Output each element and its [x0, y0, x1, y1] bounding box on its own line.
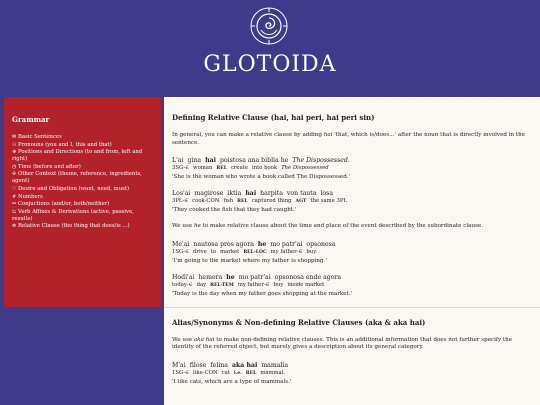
example-sentence	[172, 190, 532, 214]
alias-paragraph: We use aka hai to make non-defining relative clauses. This is an additional information that does not further specify the identity of the referred object, but merely gives a description about its general category.	[172, 336, 513, 350]
sparkle-icon: ✢	[12, 171, 17, 178]
example-word: The Dispossessed.	[292, 157, 350, 164]
sidebar-item-label: Positions and Directions (to and from, left and right)	[12, 149, 143, 163]
sidebar-item[interactable]	[12, 209, 155, 223]
example-word: iktia	[227, 190, 242, 197]
gloss-word: REL	[245, 370, 257, 376]
example-translation: 'I like cats, which are a type of mammals.'	[172, 378, 292, 385]
gloss-word: today-∈	[172, 281, 193, 288]
gloss-word: mammal.	[260, 369, 286, 376]
example-word: he	[226, 273, 235, 281]
sidebar-list	[12, 134, 155, 230]
gloss-word: fish	[223, 198, 234, 204]
gloss-word: 3PL-∈	[172, 198, 189, 204]
sidebar-item-label: Time (before and after)	[18, 163, 81, 170]
sidebar-item-label: Pronouns (you and I, this and that)	[18, 141, 112, 148]
sidebar-heading: Grammar	[12, 115, 50, 124]
section-title-defining: Defining Relative Clause (hai, hai peri, hai peri sin)	[172, 113, 375, 122]
example-word: opsonosa	[306, 240, 336, 248]
people-icon: ⚇	[12, 141, 17, 148]
example-sentence	[172, 362, 532, 386]
example-word: Hodi'ai	[172, 273, 195, 281]
gloss-word: my father-∈	[270, 248, 303, 255]
example-translation: 'Today is the day when my father goes shopping at the market.'	[172, 290, 353, 297]
gloss-word: REL-TEM	[210, 282, 234, 288]
gloss-word: 1SG-∈	[172, 369, 190, 376]
example-word: hai	[205, 157, 216, 164]
example-word: nautosa pros agora	[193, 240, 254, 248]
main-content	[164, 97, 540, 405]
clock-icon: ◷	[12, 163, 17, 170]
sidebar-item[interactable]	[12, 194, 155, 201]
gloss-word: 3SG-∈	[172, 165, 190, 171]
verb-icon: ⇆	[12, 208, 17, 215]
example-word: mo patr'ai	[270, 240, 303, 248]
gloss-word: 1SG-∈	[172, 248, 190, 255]
gloss-word: buy.	[306, 248, 318, 255]
gloss-word: market	[220, 248, 240, 255]
sidebar-item-label: Other Context (theme, reference, ingredients, agent)	[12, 171, 142, 185]
sidebar-item[interactable]	[12, 149, 155, 163]
example-word: von tauta	[286, 190, 317, 197]
gloss-word: REL-LOC	[243, 249, 267, 255]
gloss-word: my father-∈	[237, 281, 270, 288]
sidebar-item-label: Conjuctions (and/or, both/neither)	[18, 201, 110, 208]
sidebar-item[interactable]	[12, 164, 155, 171]
sidebar-item-label: Relative Clause (the thing that does/is ...)	[18, 223, 130, 230]
sidebar-item[interactable]	[12, 134, 155, 141]
gloss-word: cat	[221, 369, 230, 376]
example-words	[172, 190, 532, 198]
gloss-word: captured thing	[251, 198, 292, 204]
gloss-word: like-CON	[193, 369, 218, 376]
gloss-word: woman	[193, 165, 213, 171]
gloss-word: buy	[273, 281, 284, 288]
example-word: felina	[210, 361, 228, 369]
example-word: filose	[189, 361, 207, 369]
example-word: poistosa ana biblia he	[219, 157, 289, 164]
example-words	[172, 241, 532, 249]
sidebar-item[interactable]	[12, 142, 155, 149]
example-word: mo patr'ai	[238, 273, 271, 281]
example-word: gina	[187, 157, 202, 164]
example-word: hai	[245, 190, 257, 197]
sidebar-item[interactable]	[12, 186, 155, 193]
link-icon: ⚯	[12, 201, 17, 208]
example-word: mamalia	[261, 361, 289, 369]
example-sentence	[172, 274, 532, 298]
example-word: losa	[320, 190, 334, 197]
clause-icon: ⊚	[12, 223, 17, 230]
example-gloss	[172, 165, 532, 172]
example-word: he	[257, 240, 267, 248]
example-gloss	[172, 282, 532, 289]
sidebar-item-label: Basic Sentences	[18, 134, 62, 140]
example-gloss	[172, 370, 532, 377]
example-words	[172, 274, 532, 282]
sidebar-item-label: Verb Affixes & Derivations (active, passive, results)	[12, 208, 134, 222]
gloss-word: REL	[216, 166, 227, 171]
example-word: M'ai	[172, 361, 186, 369]
example-group-2	[172, 241, 532, 298]
example-words	[172, 362, 532, 370]
example-group-1	[172, 157, 532, 214]
rose-icon[interactable]	[249, 6, 289, 46]
chat-icon: ✉	[12, 134, 17, 140]
example-word: harpita	[260, 190, 283, 197]
example-gloss	[172, 249, 532, 256]
example-word: aka hai	[231, 361, 258, 369]
gloss-word: inside market	[287, 281, 325, 288]
example-group-3	[172, 362, 532, 386]
section-title-alias: Alias/Synonyms & Non-defining Relative Clauses (aka & aka hai)	[172, 317, 426, 327]
gloss-word: day	[196, 281, 207, 288]
sidebar-item[interactable]	[12, 223, 155, 230]
gloss-word: cook-CON	[192, 198, 220, 204]
grammar-sidebar	[4, 97, 161, 307]
site-title[interactable]: GLOTOIDA	[203, 52, 337, 77]
example-word: opsonosa ende agora	[274, 273, 342, 281]
gloss-word: the same 3PL	[310, 198, 347, 204]
example-word: hemera	[198, 273, 223, 281]
site-header	[0, 0, 540, 97]
example-translation: 'They cooked the fish that they had caught.'	[172, 207, 297, 213]
example-word: L'ai	[172, 157, 184, 164]
gloss-word: drive	[193, 248, 207, 255]
sidebar-item[interactable]	[12, 201, 155, 208]
gloss-word: i.e.	[233, 370, 242, 376]
example-word: Me'ai	[172, 240, 190, 248]
gloss-word: The Dispossessed	[281, 165, 329, 171]
example-word: Los'ai	[172, 190, 191, 197]
time-place-paragraph: We use he to make relative clause about the time and place of the event described by the subordinate clause.	[172, 223, 484, 229]
heart-icon: ♡	[12, 185, 17, 192]
example-translation: 'I'm going to the market where my father is shopping.'	[172, 257, 327, 264]
sidebar-item-label: Desire and Obligation (want, need, must)	[18, 185, 130, 192]
example-words	[172, 157, 532, 165]
example-gloss	[172, 198, 532, 205]
example-sentence	[172, 157, 532, 181]
sidebar-item-label: Numbers	[18, 193, 43, 200]
gloss-word: to	[210, 248, 217, 255]
example-sentence	[172, 241, 532, 265]
intro-paragraph: In general, you can make a relative clause by adding hai 'that, which is/does...' after the noun that is directly involved in the sentence.	[172, 132, 526, 146]
gloss-word: into book	[252, 165, 278, 171]
example-word: magirose	[194, 190, 224, 197]
gloss-word: AGT	[295, 199, 307, 204]
section-divider	[164, 307, 540, 308]
location-icon: ⊕	[12, 149, 17, 156]
sidebar-item[interactable]	[12, 171, 155, 185]
example-translation: 'She is the woman who wrote a book called The Dispossessed.'	[172, 174, 351, 180]
gloss-word: REL	[237, 199, 248, 204]
gloss-word: create	[230, 165, 248, 171]
hash-icon: #	[12, 193, 17, 200]
